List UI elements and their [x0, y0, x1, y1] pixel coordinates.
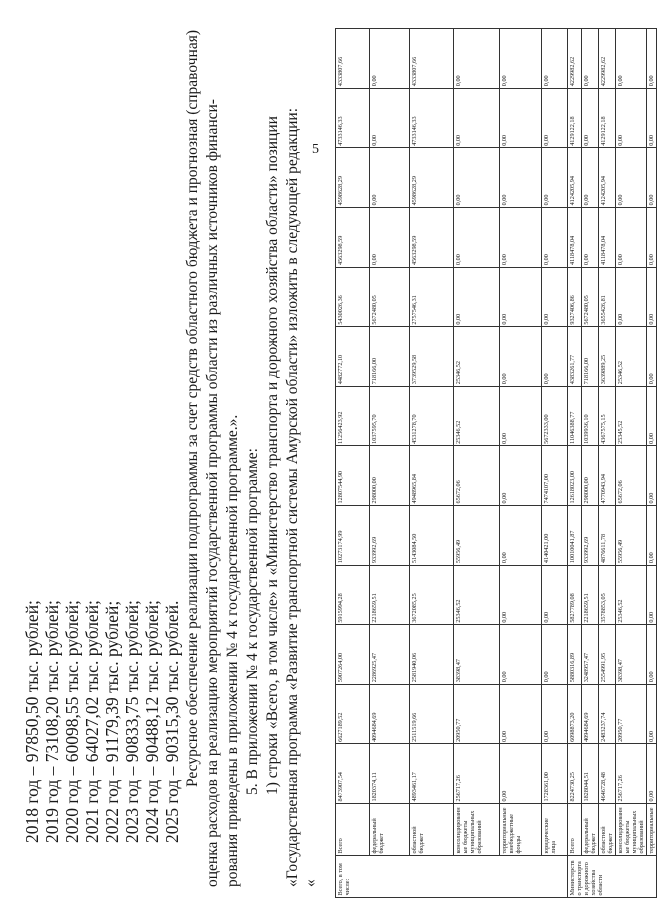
value-cell: 0,00 [542, 327, 568, 387]
value-cell: 0,00 [542, 148, 568, 208]
value-cell: 4563298,59 [336, 207, 370, 267]
value-cell: 0,00 [370, 148, 410, 208]
rotated-page-content [18, 15, 348, 895]
value-cell: 0,00 [582, 207, 599, 267]
value-cell: 8473907,54 [336, 744, 370, 804]
value-cell: 65672,06 [616, 446, 647, 506]
value-cell: 6098873,20 [568, 684, 582, 744]
value-cell: 4598628,29 [336, 148, 370, 208]
value-cell: 4118478,04 [568, 207, 582, 267]
paragraph-line: оценка расходов на реализацию мероприятий государственной программы области из различных источников финанси- [204, 99, 221, 887]
year-line-2022: 2022 год – 91179,39 тыс. рублей; [102, 600, 122, 843]
value-cell: 38398,47 [454, 625, 500, 685]
value-cell: 0,00 [616, 88, 647, 148]
value-cell: 5672333,00 [542, 386, 568, 446]
value-cell: 298000,00 [370, 446, 410, 506]
value-cell: 0,00 [647, 88, 657, 148]
value-cell: 4733146,33 [336, 88, 370, 148]
value-cell: 5672480,05 [582, 267, 599, 327]
value-cell: 0,00 [454, 207, 500, 267]
value-cell: 4140421,00 [542, 505, 568, 565]
value-cell: 0,00 [500, 88, 542, 148]
year-line-2025: 2025 год – 90315,30 тыс. рублей. [162, 600, 182, 843]
value-cell: 4893461,17 [410, 744, 454, 804]
value-cell: 1728361,00 [542, 744, 568, 804]
rotated-table-area [335, 18, 655, 898]
table-row [454, 29, 500, 898]
paragraph-line: «Государственная программа «Развитие транспортной системы Амурской области» изложить в следующей редакции: [284, 107, 301, 887]
value-cell: 0,00 [582, 29, 599, 89]
table-row [647, 29, 657, 898]
value-cell: 2286925,47 [370, 625, 410, 685]
value-cell: 4646728,48 [599, 744, 616, 804]
value-cell: 25346,52 [616, 565, 647, 625]
value-cell: 4563298,59 [410, 207, 454, 267]
year-line-2020: 2020 год – 60098,55 тыс. рублей; [62, 600, 82, 843]
value-cell: 0,00 [616, 267, 647, 327]
row-label-cell: областной бюджет [599, 804, 616, 856]
value-cell: 6627189,52 [336, 684, 370, 744]
value-cell: 0,00 [542, 207, 568, 267]
value-cell: 4598628,29 [410, 148, 454, 208]
value-cell: 4367575,15 [599, 386, 616, 446]
value-cell: 0,00 [647, 625, 657, 685]
value-cell: 4094684,69 [582, 684, 599, 744]
value-cell: 25346,52 [454, 565, 500, 625]
value-cell: 3672085,25 [410, 565, 454, 625]
group-label-cell: Министерство транспорта и дорожного хозяйства области [568, 856, 657, 898]
value-cell: 0,00 [500, 505, 542, 565]
value-cell: 0,00 [647, 446, 657, 506]
table-row [410, 29, 454, 898]
value-cell: 20950,77 [616, 684, 647, 744]
table-row [370, 29, 410, 898]
value-cell: 3639889,25 [599, 327, 616, 387]
value-cell: 4383261,77 [568, 327, 582, 387]
value-cell: 0,00 [454, 88, 500, 148]
table-row [582, 29, 599, 898]
value-cell: 933992,69 [582, 505, 599, 565]
value-cell: 1039936,10 [582, 386, 599, 446]
value-cell: 1037595,70 [370, 386, 410, 446]
value-cell: 0,00 [647, 327, 657, 387]
value-cell: 4770943,94 [599, 446, 616, 506]
value-cell: 4876611,78 [599, 505, 616, 565]
value-cell: 0,00 [647, 505, 657, 565]
value-cell: 5430026,36 [336, 267, 370, 327]
paragraph-line: 1) строки «Всего, в том числе» и «Министерство транспорта и дорожного хозяйства области» позиции [264, 116, 281, 795]
value-cell: 65672,06 [454, 446, 500, 506]
value-cell: 718166,00 [370, 327, 410, 387]
paragraph-line: Ресурсное обеспечение реализации подпрограммы за счет средств областного бюджета и прогнозная (справочная) [184, 29, 201, 787]
value-cell: 4129122,18 [568, 88, 582, 148]
paragraph-quote: « [302, 879, 319, 887]
value-cell: 0,00 [370, 207, 410, 267]
value-cell: 933992,69 [370, 505, 410, 565]
table-row [500, 29, 542, 898]
value-cell: 718166,00 [582, 327, 599, 387]
paragraph-line: рования приведены в приложении № 4 к государственной программе.». [224, 414, 241, 887]
table-row [542, 29, 568, 898]
row-label-cell: консолидированные бюджеты муниципальных образований [616, 804, 647, 856]
row-label-cell: Всего [336, 804, 370, 856]
value-cell: 0,00 [542, 88, 568, 148]
row-label-cell: федеральный бюджет [370, 804, 410, 856]
budget-table [335, 28, 657, 898]
group-label-cell: Всего, в том числе: [336, 856, 568, 898]
year-line-2023: 2023 год – 90833,75 тыс. рублей; [122, 600, 142, 843]
value-cell: 5880316,89 [568, 625, 582, 685]
page-number: 5 [312, 142, 319, 157]
value-cell: 2483237,74 [599, 684, 616, 744]
value-cell: 0,00 [500, 744, 542, 804]
value-cell: 0,00 [500, 386, 542, 446]
value-cell: 4229982,62 [568, 29, 582, 89]
value-cell: 4124205,94 [568, 148, 582, 208]
row-label-cell: территориальные [647, 804, 657, 856]
value-cell: 0,00 [500, 684, 542, 744]
value-cell: 298000,00 [582, 446, 599, 506]
year-line-2024: 2024 год – 90488,12 тыс. рублей; [142, 600, 162, 843]
value-cell: 0,00 [542, 625, 568, 685]
value-cell: 3739529,58 [410, 327, 454, 387]
value-cell: 3248957,47 [582, 625, 599, 685]
value-cell: 0,00 [542, 684, 568, 744]
value-cell: 2581940,06 [410, 625, 454, 685]
value-cell: 0,00 [454, 29, 500, 89]
value-cell: 0,00 [647, 684, 657, 744]
value-cell: 0,00 [500, 446, 542, 506]
value-cell: 2218659,51 [370, 565, 410, 625]
value-cell: 0,00 [370, 29, 410, 89]
value-cell: 3578853,05 [599, 565, 616, 625]
value-cell: 4333807,66 [336, 29, 370, 89]
value-cell: 0,00 [500, 565, 542, 625]
value-cell: 5672480,05 [370, 267, 410, 327]
value-cell: 25346,52 [454, 386, 500, 446]
value-cell: 11256423,92 [336, 386, 370, 446]
table-row [599, 29, 616, 898]
value-cell: 7474107,00 [542, 446, 568, 506]
value-cell: 4094684,69 [370, 684, 410, 744]
value-cell: 0,00 [500, 29, 542, 89]
value-cell: 4229982,62 [599, 29, 616, 89]
value-cell: 4333807,66 [410, 29, 454, 89]
value-cell: 0,00 [647, 267, 657, 327]
value-cell: 25346,52 [616, 327, 647, 387]
value-cell: 4129122,18 [599, 88, 616, 148]
year-line-2021: 2021 год – 64027,02 тыс. рублей; [82, 600, 102, 843]
value-cell: 2757546,31 [410, 267, 454, 327]
value-cell: 25345,52 [616, 386, 647, 446]
value-cell: 2511519,66 [410, 684, 454, 744]
year-line-2019: 2019 год – 73108,20 тыс. рублей; [42, 600, 62, 843]
row-label-cell: юридические лица [542, 804, 568, 856]
value-cell: 12807544,90 [336, 446, 370, 506]
value-cell: 4733146,33 [410, 88, 454, 148]
value-cell: 4118478,04 [599, 207, 616, 267]
value-cell: 0,00 [647, 207, 657, 267]
value-cell: 0,00 [454, 267, 500, 327]
value-cell: 0,00 [500, 625, 542, 685]
value-cell: 0,00 [542, 267, 568, 327]
value-cell: 0,00 [582, 88, 599, 148]
row-label-cell: областной бюджет [410, 804, 454, 856]
value-cell: 4482772,10 [336, 327, 370, 387]
row-label-cell: Всего [568, 804, 582, 856]
value-cell: 0,00 [616, 29, 647, 89]
table-row [336, 29, 370, 898]
value-cell: 0,00 [647, 29, 657, 89]
value-cell: 8224730,25 [568, 744, 582, 804]
value-cell: 55956,49 [616, 505, 647, 565]
value-cell: 256717,26 [454, 744, 500, 804]
value-cell: 0,00 [542, 565, 568, 625]
value-cell: 0,00 [500, 327, 542, 387]
table-row [568, 29, 582, 898]
value-cell: 0,00 [616, 148, 647, 208]
row-label-cell: консолидированные бюджеты муниципальных образований [454, 804, 500, 856]
value-cell: 0,00 [500, 267, 542, 327]
value-cell: 25346,52 [454, 327, 500, 387]
value-cell: 5907264,00 [336, 625, 370, 685]
value-cell: 10010041,87 [568, 505, 582, 565]
value-cell: 0,00 [647, 148, 657, 208]
value-cell: 256717,26 [616, 744, 647, 804]
value-cell: 2554991,95 [599, 625, 616, 685]
value-cell: 9327406,86 [568, 267, 582, 327]
value-cell: 4531278,70 [410, 386, 454, 446]
value-cell: 0,00 [370, 88, 410, 148]
value-cell: 3655426,81 [599, 267, 616, 327]
budget-table-body [336, 29, 657, 898]
value-cell: 4124205,94 [599, 148, 616, 208]
value-cell: 12618023,00 [568, 446, 582, 506]
value-cell: 0,00 [500, 207, 542, 267]
value-cell: 20950,77 [454, 684, 500, 744]
value-cell: 0,00 [454, 148, 500, 208]
value-cell: 5915994,28 [336, 565, 370, 625]
value-cell: 0,00 [500, 148, 542, 208]
value-cell: 0,00 [582, 148, 599, 208]
table-row [616, 29, 647, 898]
year-line-2018: 2018 год – 97850,50 тыс. рублей; [22, 600, 42, 843]
value-cell: 1828044,51 [582, 744, 599, 804]
value-cell: 2218659,51 [582, 565, 599, 625]
value-cell: 1820374,11 [370, 744, 410, 804]
row-label-cell: территориальные внебюджетные фонды [500, 804, 542, 856]
value-cell: 10273174,99 [336, 505, 370, 565]
value-cell: 0,00 [542, 29, 568, 89]
value-cell: 38398,47 [616, 625, 647, 685]
value-cell: 5827789,08 [568, 565, 582, 625]
value-cell: 0,00 [616, 207, 647, 267]
value-cell: 0,00 [647, 386, 657, 446]
value-cell: 4948965,84 [410, 446, 454, 506]
value-cell: 0,00 [647, 744, 657, 804]
value-cell: 11046388,77 [568, 386, 582, 446]
value-cell: 55956,49 [454, 505, 500, 565]
value-cell: 5143084,50 [410, 505, 454, 565]
value-cell: 0,00 [647, 565, 657, 625]
paragraph-line: 5. В приложении № 4 к государственной программе: [244, 448, 261, 795]
row-label-cell: федеральный бюджет [582, 804, 599, 856]
